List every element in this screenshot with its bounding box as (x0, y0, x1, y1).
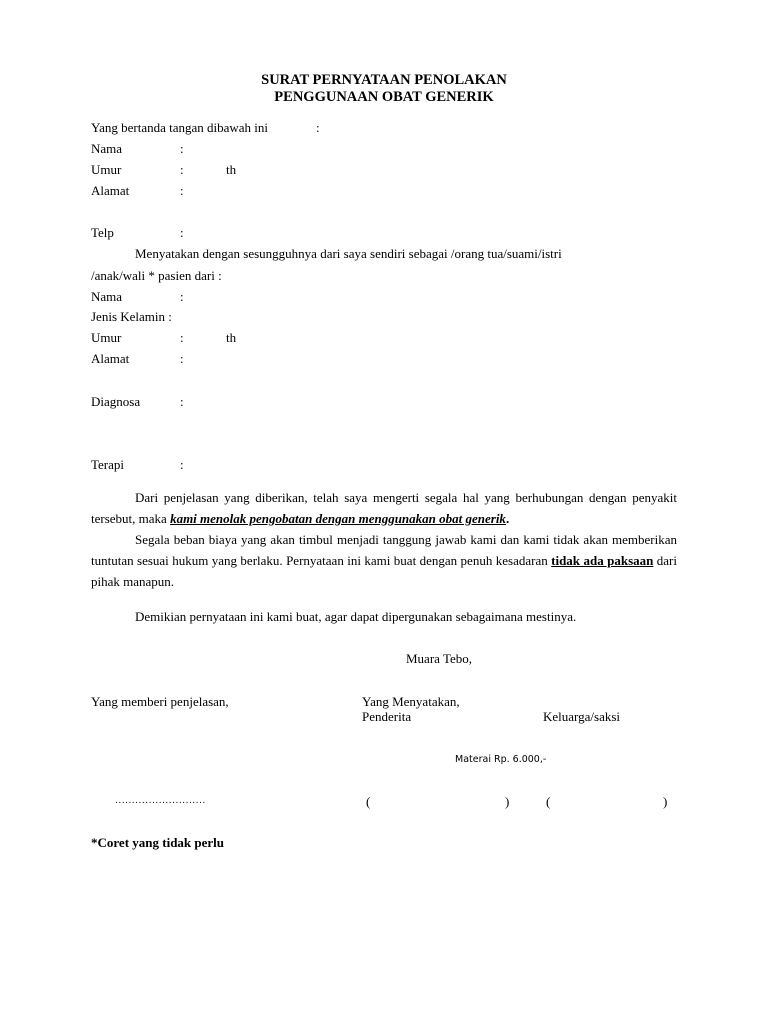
explanation-paragraph (91, 487, 677, 529)
document-title-line-2: PENGGUNAAN OBAT GENERIK (274, 89, 494, 105)
declarant-phone-label: Telp (91, 225, 114, 240)
giver-signature-line: ........................... (115, 796, 206, 806)
cost-responsibility-text: Segala beban biaya yang akan timbul menjadi tanggung jawab kami dan kami tidak akan memberikan tuntutan sesuai hukum yang berlaku. Pernyataan ini kami buat dengan penuh kesadaran (91, 532, 677, 568)
footnote: *Coret yang tidak perlu (91, 835, 225, 850)
family-signature-label: Keluarga/saksi (543, 709, 621, 724)
place-date: Muara Tebo, (406, 651, 472, 666)
document-title-line-1: SURAT PERNYATAAN PENOLAKAN (261, 72, 507, 88)
family-paren-open: ( (546, 794, 551, 809)
declarant-address-label: Alamat (91, 183, 130, 198)
patient-address-colon: : (180, 351, 184, 366)
family-paren-close: ) (663, 794, 668, 809)
giver-signature-label: Yang memberi penjelasan, (91, 694, 229, 709)
statement-line-1: Menyatakan dengan sesungguhnya dari saya sendiri sebagai /orang tua/suami/istri (135, 246, 562, 261)
cost-responsibility-paragraph (91, 529, 677, 592)
declarer-signature-label: Yang Menyatakan, (362, 694, 460, 709)
diagnosis-label: Diagnosa (91, 394, 141, 409)
patient-age-unit: th (226, 330, 237, 345)
patient-signature-label: Penderita (362, 709, 412, 724)
patient-age-colon: : (180, 330, 184, 345)
cost-responsibility-ending: dari pihak manapun. (91, 553, 677, 589)
therapy-label: Terapi (91, 457, 125, 472)
declarant-name-colon: : (180, 141, 184, 156)
declarant-address-colon: : (180, 183, 184, 198)
patient-name-label: Nama (91, 289, 123, 304)
declarant-phone-colon: : (180, 225, 184, 240)
stamp-duty-note: Materai Rp. 6.000,- (455, 754, 547, 765)
declarant-age-colon: : (180, 162, 184, 177)
intro-colon: : (316, 120, 320, 135)
refusal-period: . (505, 511, 510, 526)
patient-paren-close: ) (505, 794, 510, 809)
therapy-colon: : (180, 457, 184, 472)
declarant-name-label: Nama (91, 141, 123, 156)
explanation-text: Dari penjelasan yang diberikan, telah saya mengerti segala hal yang berhubungan dengan penyakit tersebut, maka (91, 490, 677, 526)
intro-text: Yang bertanda tangan dibawah ini (91, 120, 269, 135)
closing-statement: Demikian pernyataan ini kami buat, agar dapat dipergunakan sebagaimana mestinya. (135, 609, 577, 624)
declarant-age-unit: th (226, 162, 237, 177)
diagnosis-colon: : (180, 394, 184, 409)
patient-age-label: Umur (91, 330, 122, 345)
patient-paren-open: ( (366, 794, 371, 809)
patient-address-label: Alamat (91, 351, 130, 366)
statement-line-2: /anak/wali * pasien dari : (91, 268, 222, 283)
declarant-age-label: Umur (91, 162, 122, 177)
patient-gender-label: Jenis Kelamin : (91, 309, 172, 324)
refusal-statement: kami menolak pengobatan dengan menggunakan obat generik (170, 511, 506, 526)
no-coercion-emphasis: tidak ada paksaan (551, 553, 654, 568)
patient-name-colon: : (180, 289, 184, 304)
